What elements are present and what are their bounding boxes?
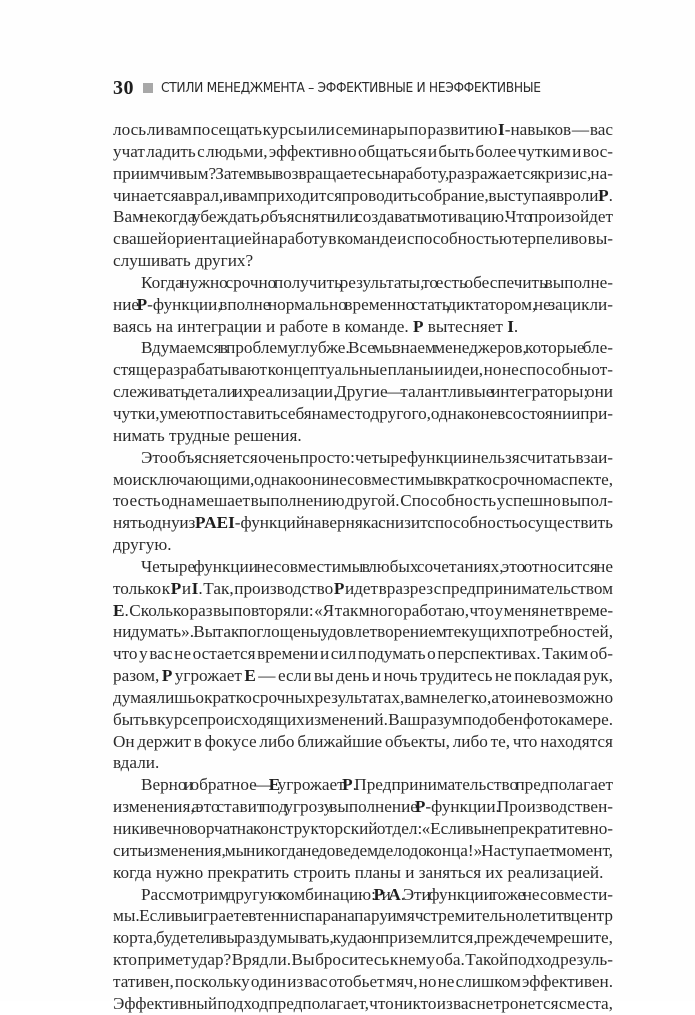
text-segment: нимать трудные решения. xyxy=(113,425,302,445)
body-text xyxy=(113,119,613,1015)
running-header xyxy=(113,76,613,100)
paragraph-first-line xyxy=(113,774,613,796)
text-line xyxy=(113,993,613,1015)
text-line xyxy=(113,709,613,731)
text-line xyxy=(113,600,613,622)
bold-term: I xyxy=(498,120,505,139)
text-segment: . Сколько раз вы повторяли: «Я так много работаю, что у меня нет време- xyxy=(124,600,614,620)
text-segment: угрожает xyxy=(280,775,343,795)
text-line xyxy=(113,578,613,600)
text-segment: угрожает xyxy=(172,666,245,686)
text-segment: Вдумаемся в проблему глубже. Все мы знаем менеджеров, которые бле- xyxy=(141,338,613,358)
bold-term: I xyxy=(507,316,514,336)
text-segment: . Так, производство xyxy=(198,578,334,598)
text-line xyxy=(113,862,613,884)
text-segment: ваясь на интеграции и работе в команде. xyxy=(113,316,413,336)
text-segment: чинается аврал, и вам приходится проводить собрание, выступая в роли xyxy=(113,185,599,205)
text-line xyxy=(113,512,613,534)
text-line xyxy=(113,294,613,316)
bold-term: I xyxy=(191,578,199,598)
text-segment: вытесняет xyxy=(423,316,508,336)
text-segment: что у вас не остается времени и сил подумать о перспективах. Таким об- xyxy=(113,644,613,664)
text-line xyxy=(113,665,613,687)
text-line xyxy=(113,425,613,447)
text-segment: Вам некогда убеждать, объяснять или создавать мотивацию. Что произойдет xyxy=(113,207,614,227)
text-segment: кто примет удар? Вряд ли. Вы броситесь к нему оба. Такой подход резуль- xyxy=(113,950,613,970)
text-segment: лось ли вам посещать курсы или семинары по развитию xyxy=(113,120,499,139)
text-line xyxy=(113,119,613,141)
text-segment: -навыков — вас xyxy=(504,120,613,139)
text-line xyxy=(113,228,613,250)
text-segment: Верно и обратное — xyxy=(141,775,269,795)
text-line xyxy=(113,687,613,709)
text-line xyxy=(113,469,613,491)
text-segment: сить изменения, мы никогда не доведем дело до конца!» Наступает момент, xyxy=(113,840,613,860)
text-segment: Когда нужно срочно получить результаты, то есть обеспечить выполне- xyxy=(141,272,614,292)
text-line xyxy=(113,490,613,512)
text-segment: тативен, поскольку один из вас отобьет мяч, но не слишком эффективен. xyxy=(113,971,614,991)
bold-term: P xyxy=(161,666,173,686)
text-line xyxy=(113,163,613,185)
paragraph-first-line xyxy=(113,337,613,359)
text-segment: быть в курсе происходящих изменений. Ваш разум подобен фотокамере. xyxy=(113,709,614,729)
text-line xyxy=(113,905,613,927)
text-line xyxy=(113,316,613,338)
text-line xyxy=(113,731,613,753)
text-segment: моисключающими, однако они несовместимы в краткосрочном аспекте, xyxy=(113,469,614,489)
text-segment: учат ладить с людьми, эффективно общаться и быть более чутким и вос- xyxy=(113,141,614,161)
text-segment: изменения, а это ставит под угрозу выполнение xyxy=(113,797,415,817)
text-line xyxy=(113,250,613,272)
text-segment: только к xyxy=(113,578,171,598)
text-segment: . Предпринимательство предполагает xyxy=(352,775,613,795)
text-segment: Рассмотрим другую комбинацию: xyxy=(141,884,374,904)
bold-term: E xyxy=(268,775,281,795)
text-line xyxy=(113,971,613,993)
text-segment: нять одну из xyxy=(113,513,195,533)
text-segment: ние xyxy=(113,294,137,314)
text-segment: -функции, вполне нормально временно стать диктатором, не зацикли- xyxy=(147,294,613,314)
text-segment: -функций наверняка снизит способность осуществить xyxy=(234,513,613,533)
paragraph-first-line xyxy=(113,884,613,906)
bold-term: P xyxy=(342,775,353,795)
text-segment: Четыре функции несовместимы в любых сочетаниях, это относится не xyxy=(141,556,613,576)
bold-term: P xyxy=(414,797,426,817)
text-segment: вдали. xyxy=(113,753,160,773)
text-segment: Эффективный подход предполагает, что никто из вас не тронется с места, xyxy=(113,993,613,1013)
text-segment: Это объясняется очень просто: четыре функции нельзя считать взаи- xyxy=(141,447,614,467)
bold-term: P xyxy=(170,578,182,598)
text-segment: чутки, умеют поставить себя на место другого, однако не в состоянии при- xyxy=(113,403,613,423)
text-line xyxy=(113,796,613,818)
page-number: 30 xyxy=(113,76,134,99)
text-line xyxy=(113,621,613,643)
text-line xyxy=(113,185,613,207)
bold-term: P xyxy=(412,316,424,336)
bold-term: E xyxy=(113,600,125,620)
bold-term: P xyxy=(373,884,384,904)
text-segment: слеживать детали их реализации. Другие — талантливые интеграторы; они xyxy=(113,382,613,402)
text-segment: -функции. Производствен- xyxy=(425,797,613,817)
text-line xyxy=(113,949,613,971)
text-segment: ни думать». Вы так поглощены удовлетворением текущих потребностей, xyxy=(113,622,614,642)
text-line xyxy=(113,141,613,163)
paragraph-first-line xyxy=(113,272,613,294)
text-segment: . xyxy=(513,316,519,336)
text-segment: разом, xyxy=(113,666,162,686)
bold-term: P xyxy=(598,185,609,205)
text-segment: мы. Если вы играете в теннис пара на пару и мяч стремительно летит в центр xyxy=(113,906,614,926)
bold-term: A xyxy=(388,884,401,904)
chapter-title: СТИЛИ МЕНЕДЖМЕНТА – ЭФФЕКТИВНЫЕ И НЕЭФФЕКТИВНЫЕ xyxy=(161,80,541,96)
text-segment: то есть одна мешает выполнению другой. Способность успешно выпол- xyxy=(113,491,614,511)
text-segment: другую. xyxy=(113,535,172,555)
text-segment: . xyxy=(608,185,613,205)
text-line xyxy=(113,206,613,228)
text-segment: стяще разрабатывают концептуальные планы и идеи, но не способны от- xyxy=(113,360,613,380)
text-segment: думая лишь о краткосрочных результатах, вам нелегко, а то и невозможно xyxy=(113,687,614,707)
text-segment: и xyxy=(181,578,192,598)
text-segment: Он держит в фокусе либо ближайшие объекты, либо те, что находятся xyxy=(113,731,613,751)
bold-term: PAEI xyxy=(194,513,235,533)
text-line xyxy=(113,403,613,425)
text-line xyxy=(113,752,613,774)
text-line xyxy=(113,643,613,665)
text-line xyxy=(113,818,613,840)
square-separator-icon xyxy=(143,83,153,93)
text-segment: идет вразрез с предпринимательством xyxy=(344,578,613,598)
text-segment: — если вы день и ночь трудитесь не покладая рук, xyxy=(255,666,613,686)
text-line xyxy=(113,381,613,403)
text-segment: и xyxy=(383,884,389,904)
text-line xyxy=(113,534,613,556)
text-segment: ники вечно ворчат на конструкторский отдел: «Если вы не прекратите вно- xyxy=(113,819,614,838)
bold-term: P xyxy=(136,294,148,314)
text-segment: когда нужно прекратить строить планы и заняться их реализацией. xyxy=(113,862,604,882)
text-segment: слушивать других? xyxy=(113,251,254,271)
text-segment: приимчивым? Затем вы возвращаетесь на работу, разражается кризис, на- xyxy=(113,163,613,183)
text-line xyxy=(113,840,613,862)
text-segment: с вашей ориентацией на работу в команде и способностью терпеливо вы- xyxy=(113,229,613,249)
text-segment: корта, будете ли вы раздумывать, куда он приземлится, прежде чем решите, xyxy=(113,928,613,948)
bold-term: P xyxy=(333,578,345,598)
text-segment: . Эти функции тоже несовмести- xyxy=(400,884,614,904)
text-line xyxy=(113,359,613,381)
text-line xyxy=(113,927,613,949)
bold-term: E xyxy=(244,666,256,686)
paragraph-first-line xyxy=(113,447,613,469)
paragraph-first-line xyxy=(113,556,613,578)
